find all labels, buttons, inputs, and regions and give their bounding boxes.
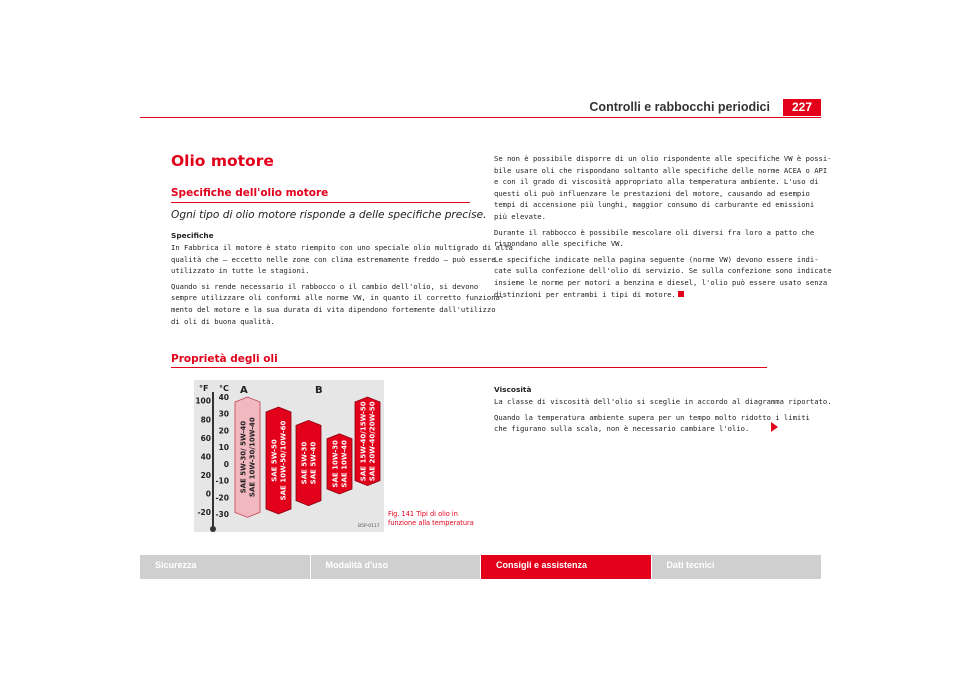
text-line: mento del motore e la sua durata di vita dipendono fortemente dall'utilizzo bbox=[171, 304, 496, 314]
bar-label: SAE 15W-40/15W-50 bbox=[359, 401, 368, 482]
fahrenheit-tick-label: 60 bbox=[200, 433, 211, 443]
celsius-tick-label: 30 bbox=[218, 409, 229, 419]
paragraph bbox=[494, 153, 832, 223]
footer-tab-consigli-assistenza[interactable]: Consigli e assistenza bbox=[480, 555, 651, 579]
fahrenheit-tick-label: 0 bbox=[205, 489, 211, 499]
celsius-tick-label: -10 bbox=[215, 476, 229, 486]
bar-label: SAE 5W-30 bbox=[300, 441, 309, 485]
footer-tab-modalita-uso[interactable]: Modalità d'uso bbox=[310, 555, 481, 579]
figure-code: B5P-0117 bbox=[358, 524, 380, 529]
subheading-specifiche: Specifiche bbox=[171, 231, 214, 240]
fahrenheit-tick-label: 100 bbox=[195, 396, 211, 406]
text-line: Durante il rabbocco è possibile mescolare oli diversi fra loro a patto che bbox=[494, 227, 815, 237]
figure-caption bbox=[388, 510, 474, 527]
footer-navigation bbox=[140, 555, 821, 579]
fahrenheit-unit: °F bbox=[199, 384, 209, 393]
text-line: bile usare oli che rispondano soltanto alle specifiche delle norme ACEA o API bbox=[494, 165, 828, 175]
section-heading-specifications: Specifiche dell'olio motore bbox=[171, 187, 329, 199]
bar-label-group bbox=[360, 401, 377, 481]
bar-label: SAE 10W-30/10W-40 bbox=[248, 417, 257, 498]
paragraph bbox=[171, 281, 513, 327]
section-heading-rule bbox=[171, 367, 767, 368]
paragraph bbox=[494, 254, 832, 300]
bar-label: SAE 5W-40 bbox=[309, 441, 318, 485]
section-heading-oil-properties: Proprietà degli oli bbox=[171, 353, 278, 365]
section-lead: Ogni tipo di olio motore risponde a delle specifiche precise. bbox=[171, 209, 487, 221]
text-line: In Fabbrica il motore è stato riempito con uno speciale olio multigrado di alta bbox=[171, 243, 513, 252]
celsius-tick-label: 40 bbox=[218, 393, 229, 402]
bar-label: SAE 10W-30 bbox=[331, 440, 340, 488]
bar-label: SAE 5W-30/ 5W-40 bbox=[239, 420, 248, 494]
column-right-text bbox=[494, 153, 832, 300]
fahrenheit-tick-label: 20 bbox=[200, 471, 211, 480]
text-line: tempi di accensione più lunghi, maggior consumo di carburante ed emissioni bbox=[494, 200, 815, 210]
section-heading-rule bbox=[171, 202, 470, 203]
page-number: 227 bbox=[783, 99, 821, 116]
fahrenheit-tick-label: 80 bbox=[200, 415, 211, 425]
caption-line: funzione alla temperatura bbox=[388, 518, 474, 527]
celsius-tick-label: 10 bbox=[218, 443, 229, 453]
oil-viscosity-diagram bbox=[194, 380, 384, 536]
fahrenheit-tick-label: -20 bbox=[197, 508, 211, 518]
label-a: A bbox=[240, 385, 248, 396]
text-line: Quando si rende necessario il rabbocco o il cambio dell'olio, si devono bbox=[171, 281, 479, 291]
viscosity-chart-svg bbox=[194, 380, 384, 532]
paragraph bbox=[171, 242, 513, 277]
text-line: più elevate. bbox=[494, 211, 546, 221]
text-line: distinzioni per entrambi i tipi di motore. bbox=[494, 289, 676, 299]
text-line: sempre utilizzare oli conformi alle norme VW, in quanto il corretto funziona- bbox=[171, 293, 505, 303]
end-of-section-mark bbox=[678, 291, 684, 297]
bar-label-group bbox=[332, 440, 349, 488]
label-b: B bbox=[315, 385, 323, 396]
celsius-unit: °C bbox=[219, 384, 229, 393]
subheading-viscosity: Viscosità bbox=[494, 385, 532, 394]
text-line: questi oli può influenzare le prestazioni del motore, causando ad esempio bbox=[494, 188, 810, 198]
bar-label-group bbox=[301, 442, 318, 485]
column-left-text bbox=[171, 230, 513, 327]
paragraph bbox=[494, 227, 832, 250]
text-line: rispondano alle specifiche VW. bbox=[494, 239, 624, 249]
viscosity-text bbox=[494, 384, 832, 435]
celsius-tick-label: 0 bbox=[223, 459, 229, 469]
celsius-tick-label: -20 bbox=[215, 493, 229, 503]
bar-label-group bbox=[240, 417, 257, 497]
bar-label: SAE 20W-40/20W-50 bbox=[368, 401, 377, 482]
text-line: e con il grado di viscosità appropriato alla temperatura ambiente. L'uso di bbox=[494, 177, 819, 187]
thermometer-bulb bbox=[210, 526, 216, 532]
text-line: utilizzato in tutte le stagioni. bbox=[171, 266, 310, 276]
bar-label: SAE 10W-50/10W-60 bbox=[279, 420, 288, 501]
paragraph bbox=[494, 412, 832, 435]
running-header-title: Controlli e rabbocchi periodici bbox=[589, 100, 770, 114]
footer-tab-dati-tecnici[interactable]: Dati tecnici bbox=[651, 555, 822, 579]
text-line: di oli di buona qualità. bbox=[171, 316, 275, 326]
main-title: Olio motore bbox=[171, 152, 274, 170]
bar-label: SAE 5W-50 bbox=[270, 439, 279, 482]
text-line: qualità che – eccetto nelle zone con clima estremamente freddo – può essere bbox=[171, 254, 496, 264]
paragraph bbox=[494, 396, 832, 408]
text-line: che figurano sulla scala, non è necessario cambiare l'olio. bbox=[494, 424, 750, 434]
celsius-tick-label: -30 bbox=[215, 510, 229, 519]
text-line: Se non è possibile disporre di un olio rispondente alle specifiche VW è possi- bbox=[494, 154, 832, 163]
header-rule bbox=[140, 117, 821, 118]
text-line: insieme le norme per motori a benzina e diesel, l'olio può essere usato senza bbox=[494, 277, 828, 287]
text-line: Quando la temperatura ambiente supera per un tempo molto ridotto i limiti bbox=[494, 412, 810, 422]
text-line: Le specifiche indicate nella pagina seguente (norme VW) devono essere indi- bbox=[494, 254, 819, 264]
caption-line: Fig. 141 Tipi di olio in bbox=[388, 510, 458, 518]
bar-label: SAE 10W-40 bbox=[340, 440, 349, 488]
footer-tab-sicurezza[interactable]: Sicurezza bbox=[140, 555, 310, 579]
text-line: cate sulla confezione dell'olio di servizio. Se sulla confezione sono indicate bbox=[494, 266, 832, 276]
next-page-arrow-icon[interactable] bbox=[771, 422, 778, 432]
celsius-tick-label: 20 bbox=[218, 426, 229, 436]
fahrenheit-tick-label: 40 bbox=[200, 452, 211, 462]
text-line: La classe di viscosità dell'olio si sceglie in accordo al diagramma riportato. bbox=[494, 397, 832, 406]
